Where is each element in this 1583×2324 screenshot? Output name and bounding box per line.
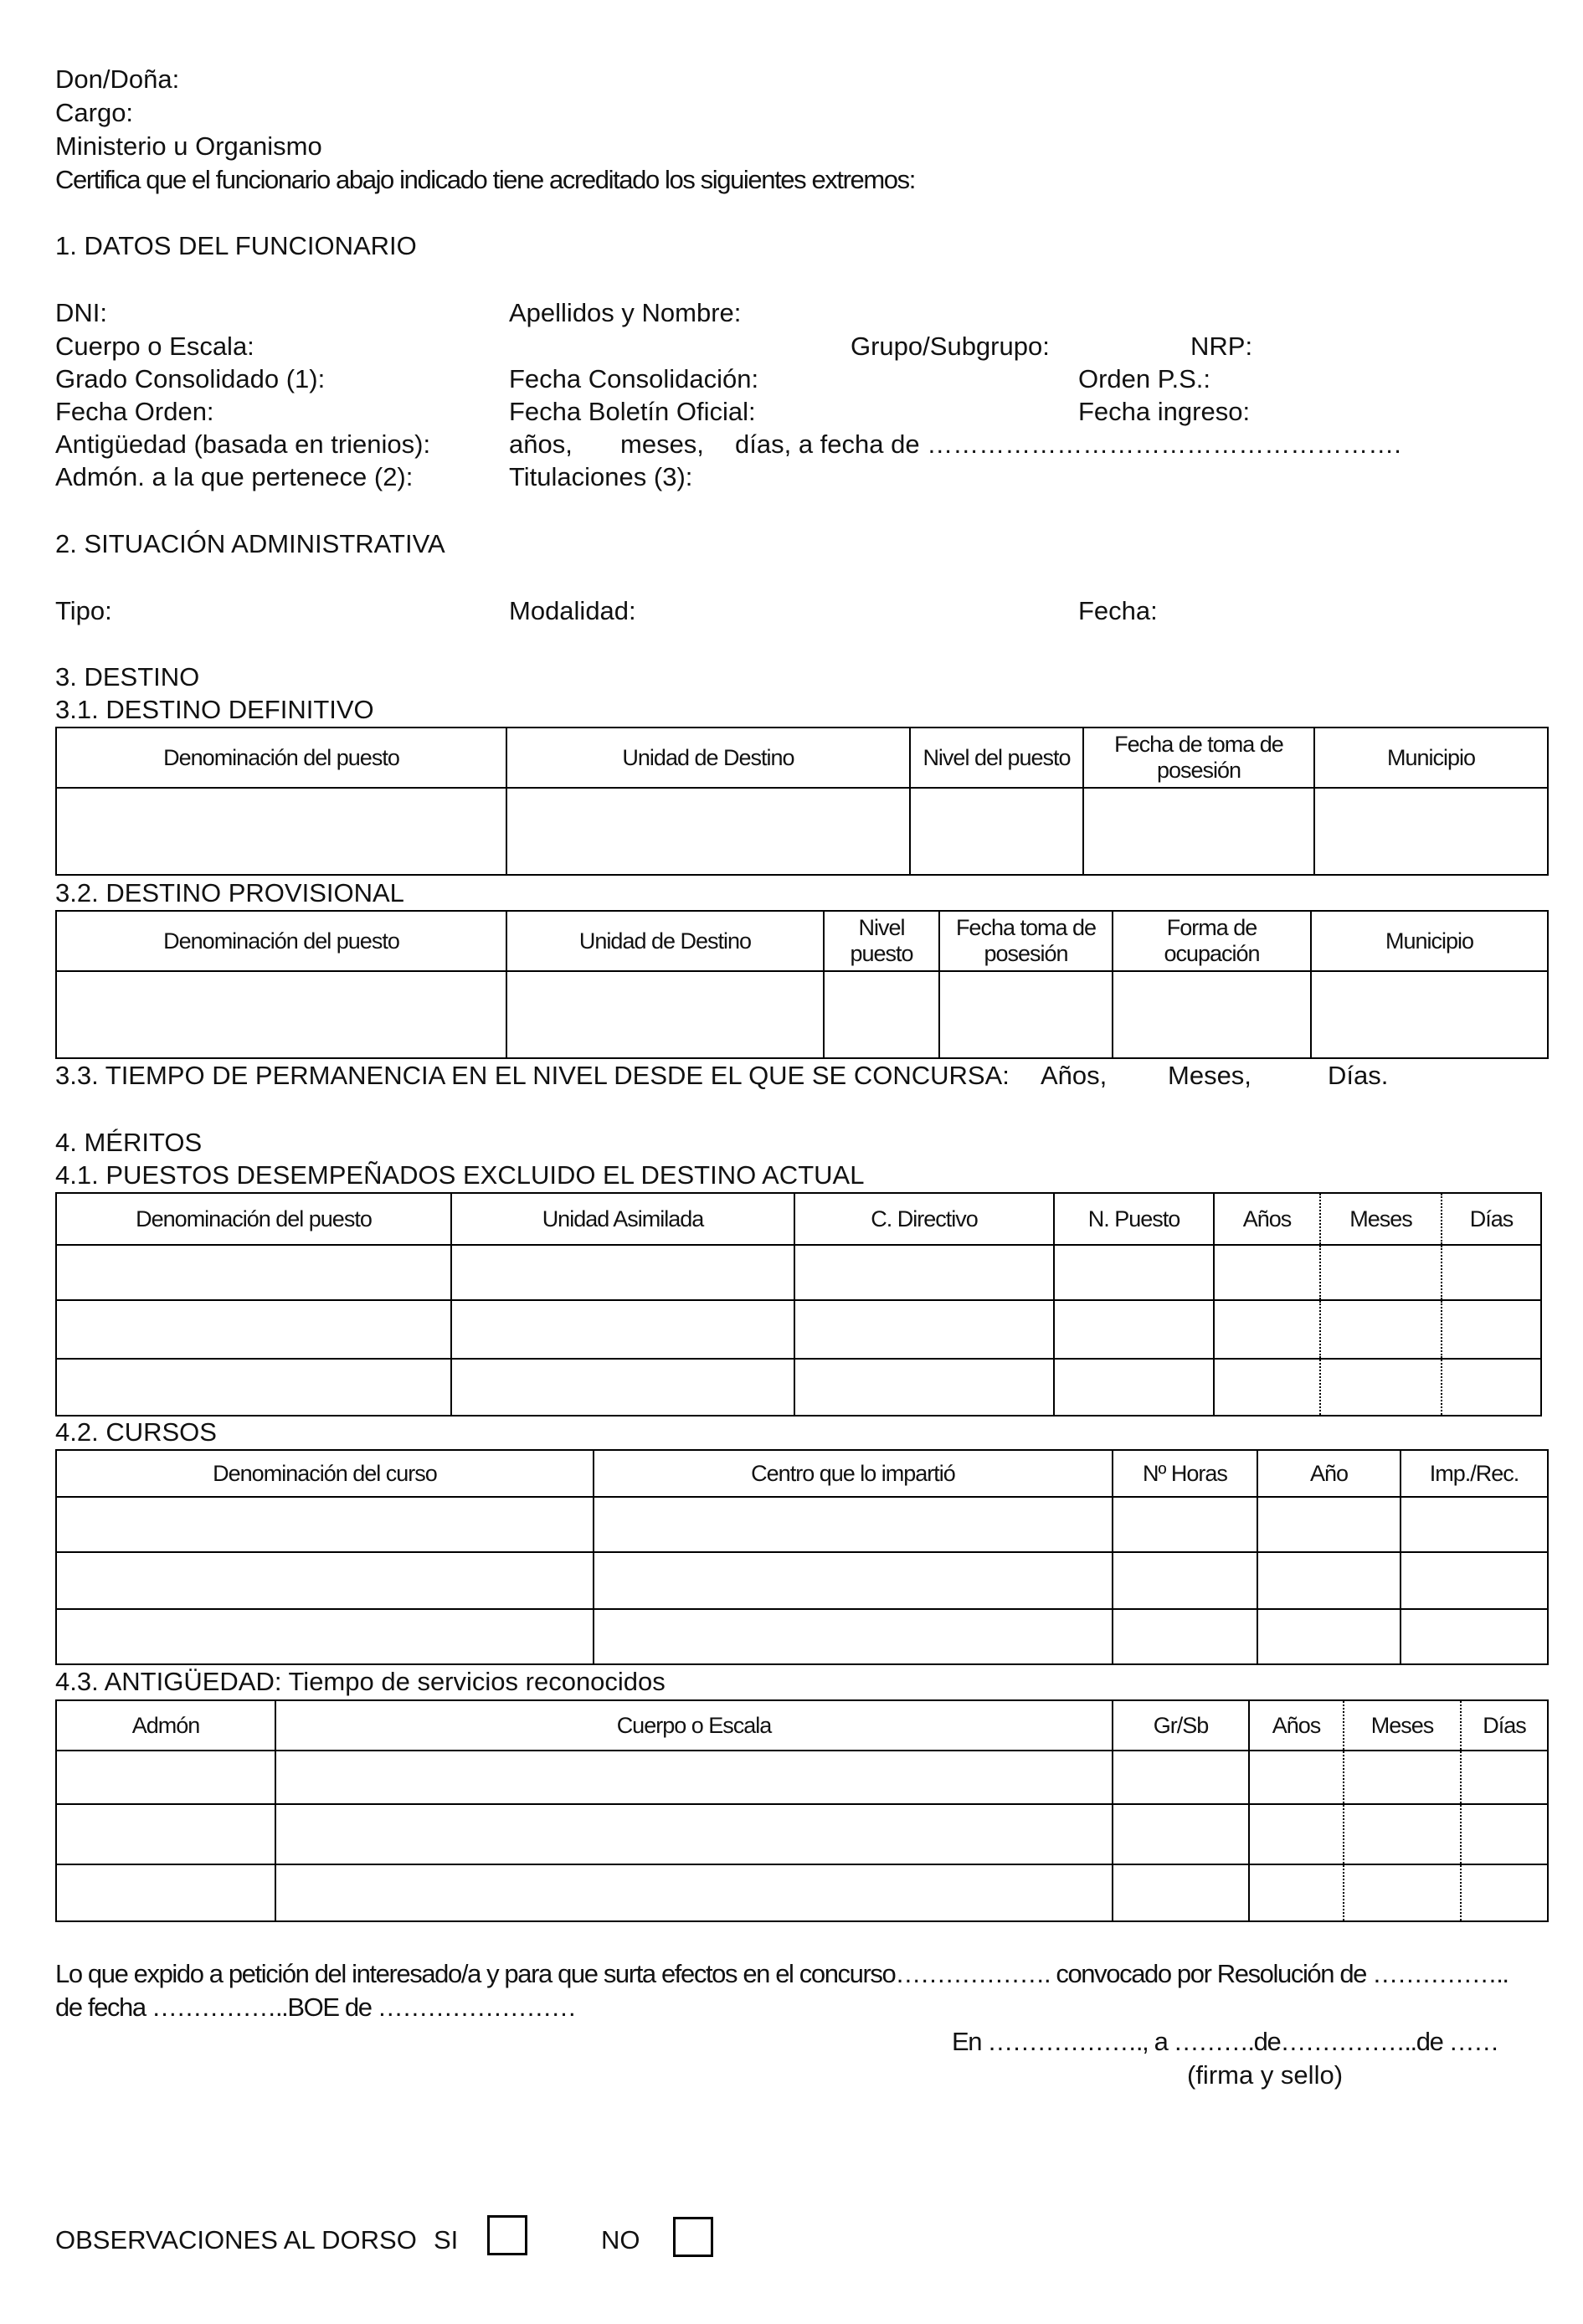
table-header-cell: Unidad de Destino [506,911,824,971]
table-cell[interactable] [56,1300,451,1359]
section42-title: 4.2. CURSOS [55,1417,217,1447]
table-header-cell: Unidad de Destino [506,728,910,788]
table-cell[interactable] [1249,1751,1344,1804]
table-cell[interactable] [824,971,939,1058]
table-header-cell: Denominación del puesto [56,728,506,788]
no-checkbox[interactable] [673,2217,713,2257]
fecha-label: Fecha: [1078,596,1158,625]
table-header-cell: Denominación del puesto [56,1193,451,1245]
table-cell[interactable] [1249,1804,1344,1864]
puestos-desempenados-table [55,1192,1542,1417]
table-header-cell: Forma de ocupación [1113,911,1311,971]
table-cell[interactable] [1320,1359,1442,1416]
table-header-cell: Denominación del curso [56,1450,594,1497]
table-cell[interactable] [1257,1497,1401,1552]
table-header-cell: Meses [1320,1193,1442,1245]
section3-title: 3. DESTINO [55,662,200,692]
table-header-cell: Cuerpo o Escala [275,1700,1113,1751]
table-row [56,1245,1541,1300]
table-cell[interactable] [594,1609,1113,1664]
table-header-cell: C. Directivo [794,1193,1054,1245]
table-row [56,1609,1548,1664]
table-cell[interactable] [1214,1300,1320,1359]
table-header-cell: Denominación del puesto [56,911,506,971]
anos-label: años, [509,429,573,459]
table-cell[interactable] [275,1864,1113,1921]
table-cell[interactable] [56,1804,275,1864]
table-cell[interactable] [56,1864,275,1921]
table-cell[interactable] [939,971,1113,1058]
section41-title: 4.1. PUESTOS DESEMPEÑADOS EXCLUIDO EL DESTINO ACTUAL [55,1160,865,1190]
table-cell[interactable] [594,1552,1113,1609]
table-cell[interactable] [1344,1804,1461,1864]
section4-title: 4. MÉRITOS [55,1128,203,1157]
si-checkbox[interactable] [487,2215,527,2255]
table-header-cell: Admón [56,1700,275,1751]
table-cell[interactable] [1461,1751,1548,1804]
admon-label: Admón. a la que pertenece (2): [55,462,414,491]
table-header-cell: Fecha de toma de posesión [1083,728,1314,788]
section31-title: 3.1. DESTINO DEFINITIVO [55,695,374,724]
table-header-cell: Año [1257,1450,1401,1497]
table-cell[interactable] [1083,788,1314,875]
table-cell[interactable] [56,1552,594,1609]
table-cell[interactable] [1442,1359,1541,1416]
footer-en-line: En ………………., a ……….de……………..de …… [952,2027,1498,2056]
table-cell[interactable] [1442,1245,1541,1300]
table-cell[interactable] [1214,1245,1320,1300]
table-cell[interactable] [506,788,910,875]
table-cell[interactable] [1401,1609,1548,1664]
table-cell[interactable] [1054,1359,1214,1416]
don-dona-label: Don/Doña: [55,64,180,94]
table-header-cell: Unidad Asimilada [451,1193,794,1245]
table-cell[interactable] [56,1359,451,1416]
table-cell[interactable] [1461,1864,1548,1921]
table-cell[interactable] [506,971,824,1058]
table-header-cell: Municipio [1314,728,1548,788]
footer-line1: Lo que expido a petición del interesado/a y para que surta efectos en el concurso………………. convocado por Resolución de …………….. [55,1959,1508,1988]
table-header-cell: Nivel puesto [824,911,939,971]
table-cell[interactable] [1054,1300,1214,1359]
firma-sello: (firma y sello) [1187,2060,1344,2090]
titulaciones-label: Titulaciones (3): [509,462,693,491]
table-cell[interactable] [451,1245,794,1300]
table-row [56,1497,1548,1552]
fecha-ingreso-label: Fecha ingreso: [1078,397,1251,426]
table-cell[interactable] [1401,1552,1548,1609]
fecha-orden-label: Fecha Orden: [55,397,214,426]
table-cell[interactable] [275,1751,1113,1804]
table-cell[interactable] [56,1497,594,1552]
table-cell[interactable] [1054,1245,1214,1300]
destino-provisional-table [55,910,1549,1059]
table-cell[interactable] [1320,1300,1442,1359]
dni-label: DNI: [55,298,107,327]
section33-text: 3.3. TIEMPO DE PERMANENCIA EN EL NIVEL DESDE EL QUE SE CONCURSA: [55,1061,1010,1090]
table-cell[interactable] [56,1609,594,1664]
s33-anos-label: Años, [1041,1061,1108,1090]
destino-definitivo-table [55,727,1549,876]
table-cell[interactable] [1311,971,1548,1058]
si-label: SI [434,2225,459,2255]
table-cell[interactable] [1113,1552,1257,1609]
table-cell[interactable] [1113,1609,1257,1664]
table-row [56,1552,1548,1609]
table-cell[interactable] [794,1300,1054,1359]
grupo-label: Grupo/Subgrupo: [851,332,1050,361]
table-cell[interactable] [1257,1609,1401,1664]
nrp-label: NRP: [1190,332,1253,361]
cursos-table [55,1449,1549,1665]
table-cell[interactable] [1113,1804,1249,1864]
table-cell[interactable] [56,1245,451,1300]
table-header-cell: Imp./Rec. [1401,1450,1548,1497]
orden-ps-label: Orden P.S.: [1078,364,1210,393]
cuerpo-label: Cuerpo o Escala: [55,332,254,361]
table-cell[interactable] [1314,788,1548,875]
table-cell[interactable] [1113,971,1311,1058]
fecha-consolidacion-label: Fecha Consolidación: [509,364,759,393]
antiguedad-label: Antigüedad (basada en trienios): [55,429,431,459]
table-header-cell: Días [1461,1700,1548,1751]
table-header-cell: Nº Horas [1113,1450,1257,1497]
table-row [56,788,1548,875]
section32-title: 3.2. DESTINO PROVISIONAL [55,878,404,907]
table-row [56,1864,1548,1921]
apellidos-label: Apellidos y Nombre: [509,298,742,327]
table-cell[interactable] [1344,1751,1461,1804]
table-cell[interactable] [910,788,1083,875]
table-cell[interactable] [594,1497,1113,1552]
table-cell[interactable] [451,1300,794,1359]
table-cell[interactable] [1214,1359,1320,1416]
footer-line2: de fecha ……………..BOE de …………………… [55,1992,576,2022]
table-cell[interactable] [1320,1245,1442,1300]
table-header-cell: Fecha toma de posesión [939,911,1113,971]
table-cell[interactable] [794,1245,1054,1300]
table-cell[interactable] [56,788,506,875]
grado-label: Grado Consolidado (1): [55,364,326,393]
no-label: NO [601,2225,640,2255]
table-row [56,1804,1548,1864]
table-header-cell: N. Puesto [1054,1193,1214,1245]
table-row [56,971,1548,1058]
cargo-label: Cargo: [55,98,134,127]
table-cell[interactable] [1344,1864,1461,1921]
table-header-cell: Nivel del puesto [910,728,1083,788]
s33-meses-label: Meses, [1168,1061,1251,1090]
table-cell[interactable] [451,1359,794,1416]
table-header-cell: Municipio [1311,911,1548,971]
ministerio-label: Ministerio u Organismo [55,131,322,161]
table-cell[interactable] [1113,1751,1249,1804]
table-cell[interactable] [1113,1497,1257,1552]
s33-dias-label: Días. [1328,1061,1389,1090]
table-header-cell: Centro que lo impartió [594,1450,1113,1497]
antiguedad-table [55,1699,1549,1922]
meses-label: meses, [620,429,704,459]
table-row [56,1751,1548,1804]
table-cell[interactable] [56,1751,275,1804]
table-header-cell: Meses [1344,1700,1461,1751]
table-cell[interactable] [56,971,506,1058]
dias-fecha-label: días, a fecha de ………………………………………………. [735,429,1401,459]
table-row [56,1359,1541,1416]
section1-title: 1. DATOS DEL FUNCIONARIO [55,231,417,260]
section43-title: 4.3. ANTIGÜEDAD: Tiempo de servicios reconocidos [55,1667,666,1696]
table-cell[interactable] [794,1359,1054,1416]
table-header-cell: Años [1249,1700,1344,1751]
table-cell[interactable] [1461,1804,1548,1864]
table-cell[interactable] [1442,1300,1541,1359]
observaciones-label: OBSERVACIONES AL DORSO [55,2225,417,2255]
table-header-cell: Gr/Sb [1113,1700,1249,1751]
fecha-boletin-label: Fecha Boletín Oficial: [509,397,756,426]
table-cell[interactable] [275,1804,1113,1864]
table-cell[interactable] [1401,1497,1548,1552]
table-row [56,1300,1541,1359]
section2-title: 2. SITUACIÓN ADMINISTRATIVA [55,529,445,558]
table-cell[interactable] [1257,1552,1401,1609]
table-cell[interactable] [1113,1864,1249,1921]
table-cell[interactable] [1249,1864,1344,1921]
certifica-text: Certifica que el funcionario abajo indicado tiene acreditado los siguientes extremos: [55,165,915,194]
modalidad-label: Modalidad: [509,596,636,625]
tipo-label: Tipo: [55,596,112,625]
table-header-cell: Días [1442,1193,1541,1245]
table-header-cell: Años [1214,1193,1320,1245]
